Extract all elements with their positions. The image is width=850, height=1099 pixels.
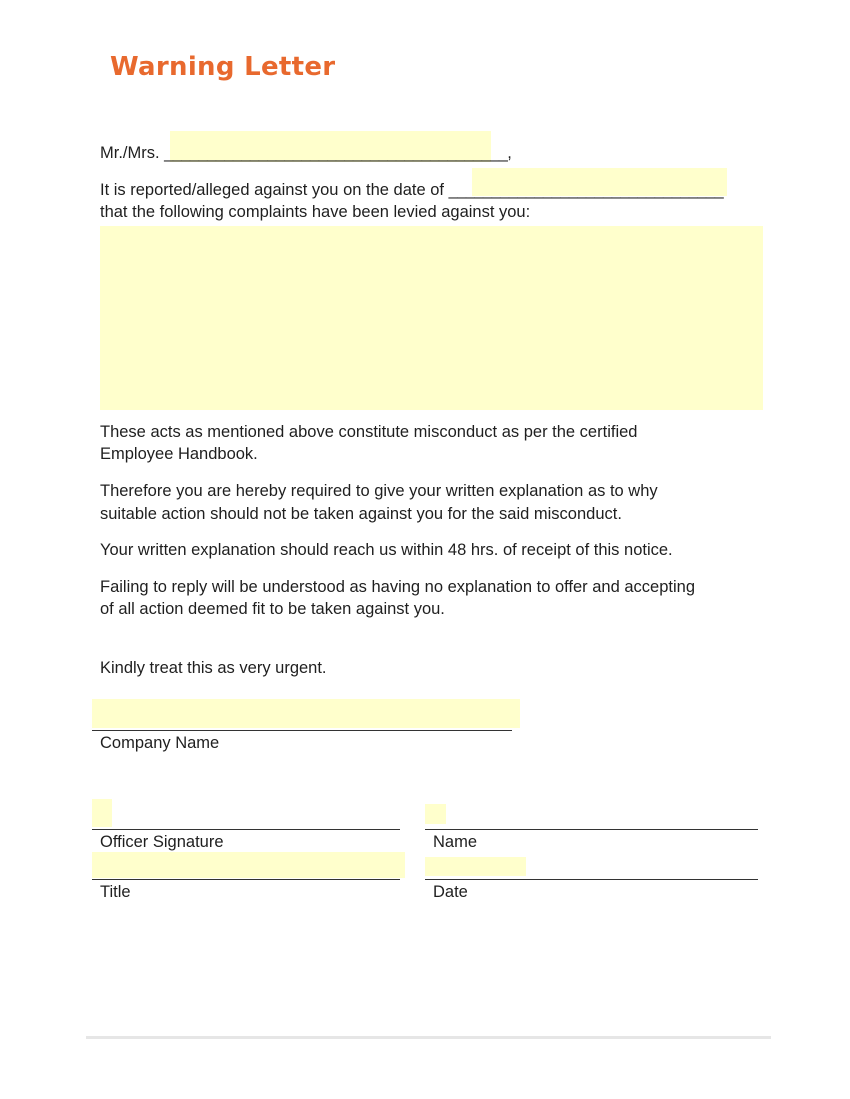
salutation-blank: ________________________________________, [164,144,512,162]
officer-signature-field[interactable] [92,799,112,827]
page-title: Warning Letter [110,52,336,82]
date-field[interactable] [425,857,526,876]
failing-line-2: of all action deemed fit to be taken against you. [100,600,445,618]
complaints-textarea[interactable] [100,226,763,410]
complaints-intro: that the following complaints have been levied against you: [100,203,531,221]
footer-divider [86,1036,771,1039]
misconduct-line-1: These acts as mentioned above constitute misconduct as per the certified [100,423,638,441]
misconduct-line-2: Employee Handbook. [100,445,258,463]
salutation-prefix: Mr./Mrs. [100,144,165,162]
officer-signature-label: Officer Signature [100,833,224,851]
urgent-text: Kindly treat this as very urgent. [100,659,327,677]
name-label: Name [433,833,478,851]
deadline-text: Your written explanation should reach us within 48 hrs. of receipt of this notice. [100,541,673,559]
date-label: Date [433,883,468,901]
company-name-field[interactable] [92,699,520,728]
date-line [425,879,758,880]
reported-text: It is reported/alleged against you on the date of [100,181,449,199]
explanation-line-2: suitable action should not be taken against you for the said misconduct. [100,505,622,523]
title-label: Title [100,883,131,901]
company-name-line [92,730,512,731]
salutation-line [100,142,511,165]
failing-line-1: Failing to reply will be understood as having no explanation to offer and accepting [100,578,695,596]
company-name-label: Company Name [100,734,220,752]
title-line [92,879,400,880]
explanation-line-1: Therefore you are hereby required to give your written explanation as to why [100,482,658,500]
officer-signature-line [92,829,400,830]
title-field[interactable] [92,852,405,878]
name-line [425,829,758,830]
name-field[interactable] [425,804,446,824]
date-blank: ________________________________ [448,181,724,199]
reported-line [100,179,723,202]
